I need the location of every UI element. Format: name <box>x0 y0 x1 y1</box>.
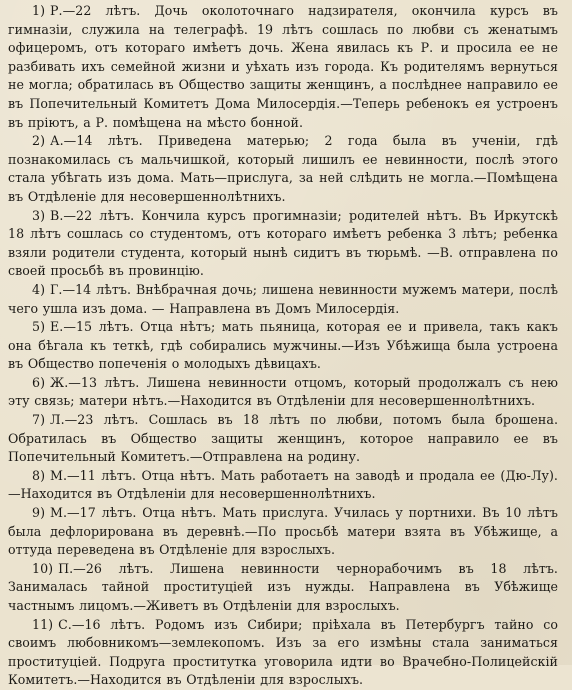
case-text: Ж.—13 лѣтъ. Лишена невинности отцомъ, который продолжалъ съ нею эту связь; матери нѣтъ.—Находится въ Отдѣленіи для несовершеннолѣтнихъ. <box>8 374 558 409</box>
case-number: 3) <box>32 207 46 223</box>
case-number: 11) <box>32 616 54 632</box>
case-entry-11 <box>8 616 558 690</box>
case-number: 9) <box>32 505 46 521</box>
case-text: Р.—22 лѣтъ. Дочь околоточнаго надзирателя, окончила курсъ въ гимназіи, служила на телеграфѣ. 19 лѣтъ сошлась по любви съ женатымъ офицеромъ, отъ котораго имѣетъ дочь. Жена явилась къ Р. и просила ее не разбивать ихъ семейной жизни и уѣхать изъ города. Къ родителямъ вернуться не могла; обратилась въ Общество защиты женщинъ, а послѣднее направило ее въ Попечительный Комитетъ Дома Милосердія.—Теперь ребенокъ ея устроенъ въ пріютъ, а Р. помѣщена на мѣсто бонной. <box>8 3 558 130</box>
case-entry-3 <box>8 207 558 281</box>
case-entry-1 <box>8 2 558 132</box>
case-entry-8 <box>8 467 558 504</box>
case-text: С.—16 лѣтъ. Родомъ изъ Сибири; пріѣхала въ Петербургъ тайно со своимъ любовникомъ—землекопомъ. Изъ за его измѣны стала заниматься проституціей. Подруга проститутка уговорила идти во Врачебно-Полицейскій Комитетъ.—Находится въ Отдѣленіи для взрослыхъ. <box>8 616 558 688</box>
case-text: М.—17 лѣтъ. Отца нѣтъ. Мать прислуга. Училась у портнихи. Въ 10 лѣтъ была дефлорирована въ деревнѣ.—По просьбѣ матери взята въ Убѣжище, а оттуда переведена въ Отдѣленіе для взрослыхъ. <box>8 505 558 558</box>
case-text: В.—22 лѣтъ. Кончила курсъ прогимназіи; родителей нѣтъ. Въ Иркутскѣ 18 лѣтъ сошлась со студентомъ, отъ котораго имѣетъ ребенка 3 лѣтъ; ребенка взяли родители студента, который нынѣ сидитъ въ тюрьмѣ. —В. отправлена по своей просьбѣ въ провинцію. <box>8 207 558 279</box>
case-text: П.—26 лѣтъ. Лишена невинности чернорабочимъ въ 18 лѣтъ. Занималась тайной проституціей изъ нужды. Направлена въ Убѣжище частнымъ лицомъ.—Живетъ въ Отдѣленіи для взрослыхъ. <box>8 560 558 613</box>
case-entry-2 <box>8 132 558 206</box>
case-entry-6 <box>8 374 558 411</box>
case-number: 4) <box>32 281 46 297</box>
case-number: 1) <box>32 3 46 18</box>
case-text: Г.—14 лѣтъ. Внѣбрачная дочь; лишена невинности мужемъ матери, послѣ чего ушла изъ дома. — Направлена въ Домъ Милосердія. <box>8 281 558 316</box>
case-number: 7) <box>32 412 46 428</box>
case-text: Л.—23 лѣтъ. Сошлась въ 18 лѣтъ по любви, потомъ была брошена. Обратилась въ Общество защиты женщинъ, которое направило ее въ Попечительный Комитетъ.—Отправлена на родину. <box>8 412 558 465</box>
case-text: Е.—15 лѣтъ. Отца нѣтъ; мать пьяница, которая ее и привела, такъ какъ она бѣгала къ теткѣ, гдѣ собирались мужчины.—Изъ Убѣжища была устроена въ Общество попеченія о молодыхъ дѣвицахъ. <box>8 319 558 372</box>
case-entry-9 <box>8 504 558 560</box>
case-text: М.—11 лѣтъ. Отца нѣтъ. Мать работаетъ на заводѣ и продала ее (Дю-Лу).—Находится въ Отдѣленіи для несовершеннолѣтнихъ. <box>8 467 558 502</box>
case-entry-4 <box>8 281 558 318</box>
case-text: А.—14 лѣтъ. Приведена матерью; 2 года была въ ученіи, гдѣ познакомилась съ мальчишкой, который лишилъ ее невинности, послѣ этого стала убѣгать изъ дома. Мать—прислуга, за ней слѣдить не могла.—Помѣщена въ Отдѣленіе для несовершеннолѣтнихъ. <box>8 133 558 204</box>
case-number: 6) <box>32 374 46 390</box>
case-entry-5 <box>8 318 558 374</box>
case-number: 8) <box>32 467 46 483</box>
case-number: 5) <box>32 319 46 335</box>
case-number: 10) <box>32 560 54 576</box>
case-entry-7 <box>8 411 558 467</box>
case-number: 2) <box>32 133 46 149</box>
case-entry-10 <box>8 560 558 616</box>
